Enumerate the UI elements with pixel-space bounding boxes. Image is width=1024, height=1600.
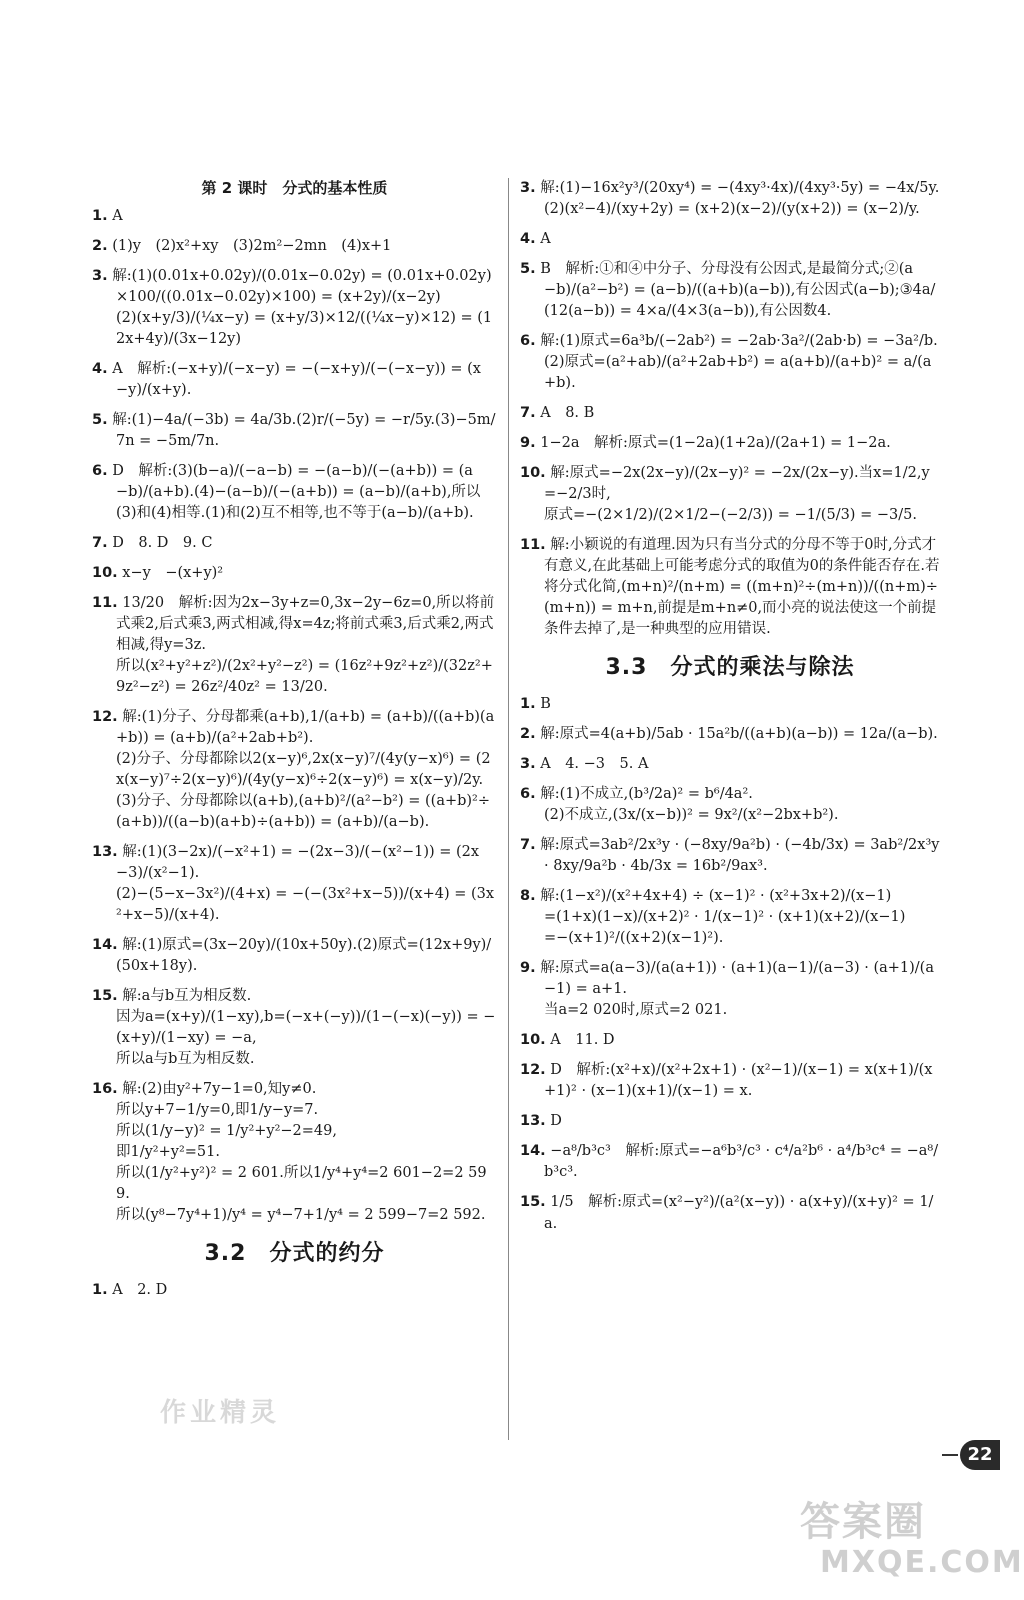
answer-item	[520, 1111, 940, 1132]
answer-number: 7.	[520, 405, 536, 422]
answer-item	[92, 986, 497, 1070]
answer-number: 4.	[92, 360, 108, 377]
answer-text: 解:a与b互为相反数. 因为a=(x+y)/(1−xy),b=(−x+(−y))/(1−(−x)(−y)) = −(x+y)/(1−xy) = −a, 所以a与b互为相反数.	[116, 988, 496, 1068]
answer-item	[520, 694, 940, 715]
answer-text: 解:(1)原式=(3x−20y)/(10x+50y).(2)原式=(12x+9y)/(50x+18y).	[116, 937, 492, 975]
answer-item	[520, 331, 940, 394]
answer-text: 解:(1)−16x²y³/(20xy⁴) = −(4xy³·4x)/(4xy³·5y) = −4x/5y. (2)(x²−4)/(xy+2y) = (x+2)(x−2)/(y(x+2)) = (x−2)/y.	[540, 180, 940, 218]
answer-text: D 8. D 9. C	[112, 534, 213, 551]
answer-number: 10.	[92, 564, 118, 581]
page-number: 22	[960, 1440, 1000, 1470]
answer-number: 11.	[520, 537, 546, 554]
right-column	[520, 178, 945, 1244]
answer-text: 解:小颖说的有道理.因为只有当分式的分母不等于0时,分式才有意义,在此基础上可能考虑分式的取值为0的条件能否存在.若将分式化简,(m+n)²/(n+m) = ((m+n)²÷(m+n))/((n+m)÷(m+n)) = m+n,前提是m+n≠0,而小亮的说法使这一个前提条件去掉了,是一种典型的应用错误.	[544, 537, 940, 638]
answer-number: 2.	[520, 726, 536, 743]
answer-text: A 11. D	[550, 1032, 615, 1049]
answer-number: 8.	[520, 888, 536, 905]
answer-number: 12.	[520, 1062, 546, 1079]
answer-number: 9.	[520, 435, 536, 452]
answer-number: 12.	[92, 709, 118, 726]
answer-number: 10.	[520, 465, 546, 482]
answer-item	[520, 178, 940, 220]
watermark-site: MXQE.COM	[820, 1545, 1024, 1580]
page-number-dash	[942, 1454, 958, 1456]
answer-number: 7.	[520, 837, 536, 854]
answer-item	[92, 206, 497, 227]
answer-number: 6.	[520, 333, 536, 350]
answer-text: 解:(2)由y²+7y−1=0,知y≠0. 所以y+7−1/y=0,即1/y−y=7. 所以(1/y−y)² = 1/y²+y²−2=49, 即1/y²+y²=51. 所以(1/y²+y²)² = 2 601.所以1/y⁴+y⁴=2 601−2=2 599. 所以(y⁸−7y⁴+1)/y⁴ = y⁴−7+1/y⁴ = 2 599−7=2 592.	[116, 1081, 487, 1224]
answer-item	[92, 359, 497, 401]
answer-item	[92, 266, 497, 350]
answer-text: D 解析:(x²+x)/(x²+2x+1) · (x²−1)/(x−1) = x(x+1)/(x+1)² · (x−1)(x+1)/(x−1) = x.	[544, 1062, 933, 1100]
answer-text: 1−2a 解析:原式=(1−2a)(1+2a)/(2a+1) = 1−2a.	[540, 435, 891, 452]
watermark-zuoye: 作业精灵	[160, 1398, 281, 1428]
answer-number: 15.	[520, 1194, 546, 1211]
answer-text: 解:原式=3ab²/2x³y · (−8xy/9a²b) · (−4b/3x) = 3ab²/2x³y · 8xy/9a²b · 4b/3x = 16b²/9ax³.	[540, 837, 945, 875]
answer-number: 10.	[520, 1032, 546, 1049]
answer-item	[520, 754, 940, 775]
answer-item	[92, 461, 497, 524]
answer-item	[520, 886, 940, 949]
right-answer-list	[520, 178, 940, 640]
answer-number: 13.	[520, 1113, 546, 1130]
left-answer-list	[92, 206, 497, 1227]
answer-text: 解:(1)−4a/(−3b) = 4a/3b.(2)r/(−5y) = −r/5y.(3)−5m/7n = −5m/7n.	[112, 411, 496, 449]
answer-text: A 2. D	[112, 1282, 168, 1299]
answer-number: 6.	[92, 462, 108, 479]
left-answer-list-2	[92, 1280, 497, 1301]
answer-number: 3.	[520, 756, 536, 773]
answer-text: A 4. −3 5. A	[540, 756, 649, 773]
answer-text: B 解析:①和④中分子、分母没有公因式,是最简分式;②(a−b)/(a²−b²) = (a−b)/((a+b)(a−b)),有公因式(a−b);③4a/(12(a−b)) = 4×a/(4×3(a−b)),有公因数4.	[540, 261, 936, 320]
answer-number: 11.	[92, 594, 118, 611]
watermark-daanquan: 答案圈	[800, 1499, 926, 1545]
answer-item	[520, 958, 940, 1021]
answer-text: 解:(1)原式=6a³b/(−2ab²) = −2ab·3a²/(2ab·b) = −3a²/b. (2)原式=(a²+ab)/(a²+2ab+b²) = a(a+b)/(a+b)² = a/(a+b).	[540, 333, 938, 392]
answer-text: 解:原式=−2x(2x−y)/(2x−y)² = −2x/(2x−y).当x=1/2,y=−2/3时, 原式=−(2×1/2)/(2×1/2−(−2/3)) = −1/(5/3) = −3/5.	[544, 465, 930, 524]
answer-text: x−y −(x+y)²	[122, 564, 224, 581]
answer-text: 解:(1−x²)/(x²+4x+4) ÷ (x−1)² · (x²+3x+2)/(x−1) =(1+x)(1−x)/(x+2)² · 1/(x−1)² · (x+1)(x+2)/(x−1) =−(x+1)²/((x+2)(x−1)²).	[540, 888, 906, 947]
answer-text: (1)y (2)x²+xy (3)2m²−2mn (4)x+1	[112, 237, 392, 254]
section-title-2-keshi: 第 2 课时 分式的基本性质	[201, 179, 388, 197]
answer-text: A	[112, 207, 123, 224]
answer-number: 13.	[92, 844, 118, 861]
answer-item	[92, 410, 497, 452]
answer-text: 13/20 解析:因为2x−3y+z=0,3x−2y−6z=0,所以将前式乘2,后式乘3,两式相减,得x=4z;将前式乘3,后式乘2,两式相减,得y=3z. 所以(x²+y²+z²)/(2x²+y²−z²) = (16z²+9z²+z²)/(32z²+9z²−z²) = 26z²/40z² = 13/20.	[116, 594, 495, 696]
answer-number: 1.	[92, 1282, 108, 1299]
answer-item	[520, 1030, 940, 1051]
right-answer-list-2	[520, 694, 945, 1234]
answer-text: 解:(1)(3−2x)/(−x²+1) = −(2x−3)/(−(x²−1)) = (2x−3)/(x²−1). (2)−(5−x−3x²)/(4+x) = −(−(3x²+x−5))/(x+4) = (3x²+x−5)/(x+4).	[116, 844, 495, 924]
answer-item	[520, 1060, 940, 1102]
answer-item	[92, 593, 497, 698]
answer-text: D 解析:(3)(b−a)/(−a−b) = −(a−b)/(−(a+b)) = (a−b)/(a+b).(4)−(a−b)/(−(a+b)) = (a−b)/(a+b),所以(3)和(4)相等.(1)和(2)互不相等,也不等于(a−b)/(a+b).	[112, 462, 481, 521]
section-title-3-2: 3.2 分式的约分	[204, 1241, 385, 1267]
answer-item	[520, 433, 940, 454]
answer-text: 解:(1)(0.01x+0.02y)/(0.01x−0.02y) = (0.01x+0.02y)×100/((0.01x−0.02y)×100) = (x+2y)/(x−2y) (2)(x+y/3)/(¼x−y) = (x+y/3)×12/((¼x−y)×12) = (12x+4y)/(3x−12y)	[112, 267, 493, 347]
answer-item	[520, 1192, 940, 1234]
answer-text: 解:(1)不成立,(b³/2a)² = b⁶/4a². (2)不成立,(3x/(x−b))² = 9x²/(x²−2bx+b²).	[540, 786, 839, 824]
answer-number: 1.	[92, 207, 108, 224]
answer-text: 解:原式=4(a+b)/5ab · 15a²b/((a+b)(a−b)) = 12a/(a−b).	[540, 726, 938, 743]
answer-text: 1/5 解析:原式=(x²−y²)/(a²(x−y)) · a(x+y)/(x+y)² = 1/a.	[544, 1194, 934, 1232]
answer-number: 3.	[520, 180, 536, 196]
answer-number: 14.	[520, 1143, 546, 1160]
answer-item	[92, 563, 497, 584]
answer-text: −a⁸/b³c³ 解析:原式=−a⁶b³/c³ · c⁴/a²b⁶ · a⁴/b³c⁴ = −a⁸/b³c³.	[544, 1143, 939, 1181]
answer-text: 解:原式=a(a−3)/(a(a+1)) · (a+1)(a−1)/(a−3) · (a+1)/(a−1) = a+1. 当a=2 020时,原式=2 021.	[540, 960, 934, 1019]
answer-number: 4.	[520, 231, 536, 248]
answer-item	[520, 403, 940, 424]
left-column	[92, 178, 497, 1310]
answer-item	[520, 463, 940, 526]
answer-number: 7.	[92, 534, 108, 551]
answer-number: 16.	[92, 1081, 118, 1098]
answer-item	[520, 535, 940, 640]
answer-number: 1.	[520, 696, 536, 713]
answer-number: 15.	[92, 988, 118, 1005]
answer-text: D	[550, 1113, 562, 1130]
answer-text: A 8. B	[540, 405, 595, 422]
answer-number: 6.	[520, 786, 536, 803]
answer-number: 3.	[92, 267, 108, 284]
answer-number: 14.	[92, 937, 118, 954]
section-title-3-3: 3.3 分式的乘法与除法	[605, 655, 855, 681]
answer-item	[520, 724, 940, 745]
answer-item	[92, 533, 497, 554]
answer-number: 9.	[520, 960, 536, 977]
answer-text: 解:(1)分子、分母都乘(a+b),1/(a+b) = (a+b)/((a+b)(a+b)) = (a+b)/(a²+2ab+b²). (2)分子、分母都除以2(x−y)⁶,2x(x−y)⁷/(4y(y−x)⁶) = (2x(x−y)⁷÷2(x−y)⁶)/(4y(y−x)⁶÷2(x−y)⁶) = x(x−y)/2y. (3)分子、分母都除以(a+b),(a+b)²/(a²−b²) = ((a+b)²÷(a+b))/((a−b)(a+b)÷(a+b)) = (a+b)/(a−b).	[116, 709, 495, 831]
answer-item	[520, 259, 940, 322]
answer-number: 2.	[92, 237, 108, 254]
answer-item	[520, 835, 945, 877]
answer-item	[92, 842, 497, 926]
answer-item	[520, 1141, 940, 1183]
answer-item	[92, 935, 497, 977]
answer-item	[520, 784, 940, 826]
answer-item	[92, 707, 497, 833]
answer-item	[92, 1280, 497, 1301]
answer-text: A 解析:(−x+y)/(−x−y) = −(−x+y)/(−(−x−y)) = (x−y)/(x+y).	[112, 360, 481, 398]
answer-item	[92, 236, 497, 257]
answer-text: B	[540, 696, 551, 713]
column-divider	[508, 178, 509, 1440]
answer-item	[520, 229, 940, 250]
answer-text: A	[540, 231, 551, 248]
answer-number: 5.	[92, 411, 108, 428]
answer-number: 5.	[520, 261, 536, 278]
answer-item	[92, 1079, 497, 1226]
